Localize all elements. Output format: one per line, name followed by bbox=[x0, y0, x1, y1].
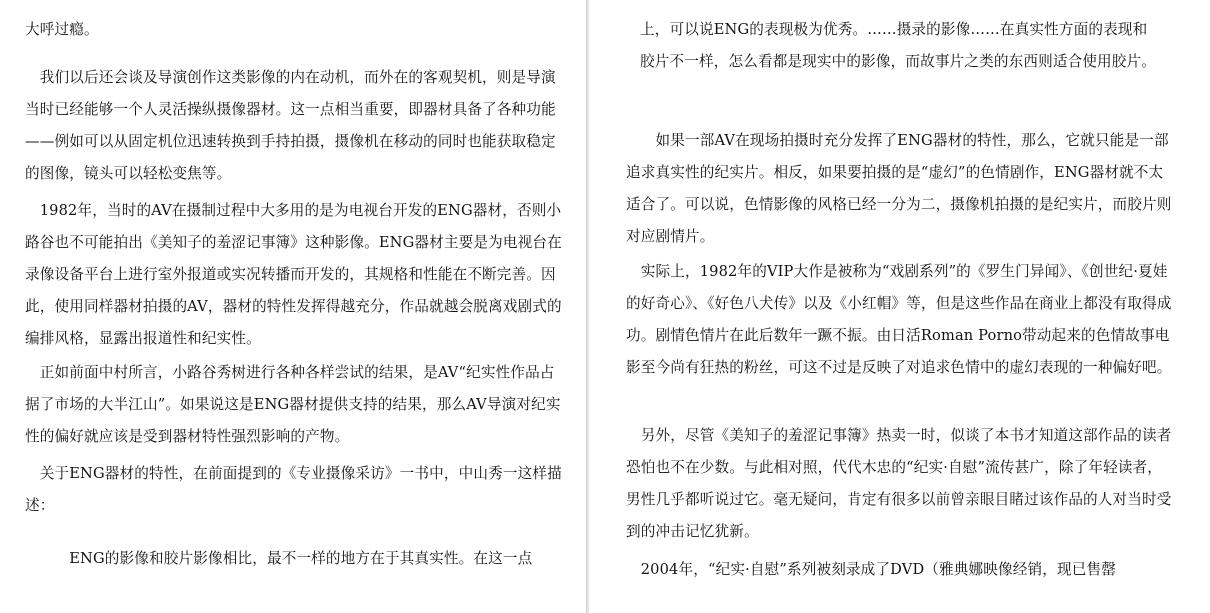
left-page bbox=[0, 0, 585, 613]
paragraph: 关于ENG器材的特性，在前面提到的《专业摄像采访》一书中，中山秀一这样描述： bbox=[25, 465, 562, 514]
paragraph: 大呼过瘾。 bbox=[25, 21, 99, 38]
right-page bbox=[590, 0, 1210, 613]
block-quote: 上，可以说ENG的表现极为优秀。……摄录的影像……在真实性方面的表现和胶片不一样，怎么看都是现实中的影像，而故事片之类的东西则适合使用胶片。 bbox=[640, 21, 1157, 70]
paragraph: 正如前面中村所言，小路谷秀树进行各种各样尝试的结果，是AV“纪实性作品占据了市场的大半江山”。如果说这是ENG器材提供支持的结果，那么AV导演对纪实性的偏好就应该是受到器材特性强烈影响的产物。 bbox=[25, 364, 561, 445]
page-divider bbox=[586, 0, 589, 613]
paragraph: 另外，尽管《美知子的羞涩记事簿》热卖一时，似谈了本书才知道这部作品的读者恐怕也不在少数。与此相对照，代代木忠的“纪实·自慰”流传甚广，除了年轻读者，男性几乎都听说过它。毫无疑问，肯定有很多以前曾亲眼目睹过该作品的人对当时受到的冲击记忆犹新。 bbox=[626, 427, 1172, 540]
block-quote: ENG的影像和胶片影像相比，最不一样的地方在于其真实性。在这一点 bbox=[25, 550, 533, 567]
paragraph: 2004年，“纪实·自慰”系列被刻录成了DVD（雅典娜映像经销，现已售罄 bbox=[626, 561, 1116, 578]
paragraph: 1982年，当时的AV在摄制过程中大多用的是为电视台开发的ENG器材，否则小路谷也不可能拍出《美知子的羞涩记事簿》这种影像。ENG器材主要是为电视台在录像设备平台上进行室外报道或实况转播而开发的，其规格和性能在不断完善。因此，使用同样器材拍摄的AV，器材的特性发挥得越充分，作品就越会脱离戏剧式的编排风格，显露出报道性和纪实性。 bbox=[25, 202, 562, 347]
paragraph: 如果一部AV在现场拍摄时充分发挥了ENG器材的特性，那么，它就只能是一部追求真实性的纪实片。相反，如果要拍摄的是“虚幻”的色情剧作，ENG器材就不太适合了。可以说，色情影像的风格已经一分为二，摄像机拍摄的是纪实片，而胶片则对应剧情片。 bbox=[626, 132, 1172, 245]
paragraph: 我们以后还会谈及导演创作这类影像的内在动机，而外在的客观契机，则是导演当时已经能够一个人灵活操纵摄像器材。这一点相当重要，即器材具备了各种功能——例如可以从固定机位迅速转换到手持拍摄，摄像机在移动的同时也能获取稳定的图像，镜头可以轻松变焦等。 bbox=[25, 69, 556, 182]
paragraph: 实际上，1982年的VIP大作是被称为“戏剧系列”的《罗生门异闻》、《创世纪·夏娃的好奇心》、《好色八犬传》以及《小红帽》等，但是这些作品在商业上都没有取得成功。剧情色情片在此后数年一蹶不振。由日活Roman Porno带动起来的色情故事电影至今尚有狂热的粉丝，可这不过是反映了对追求色情中的虚幻表现的一种偏好吧。 bbox=[626, 263, 1172, 376]
